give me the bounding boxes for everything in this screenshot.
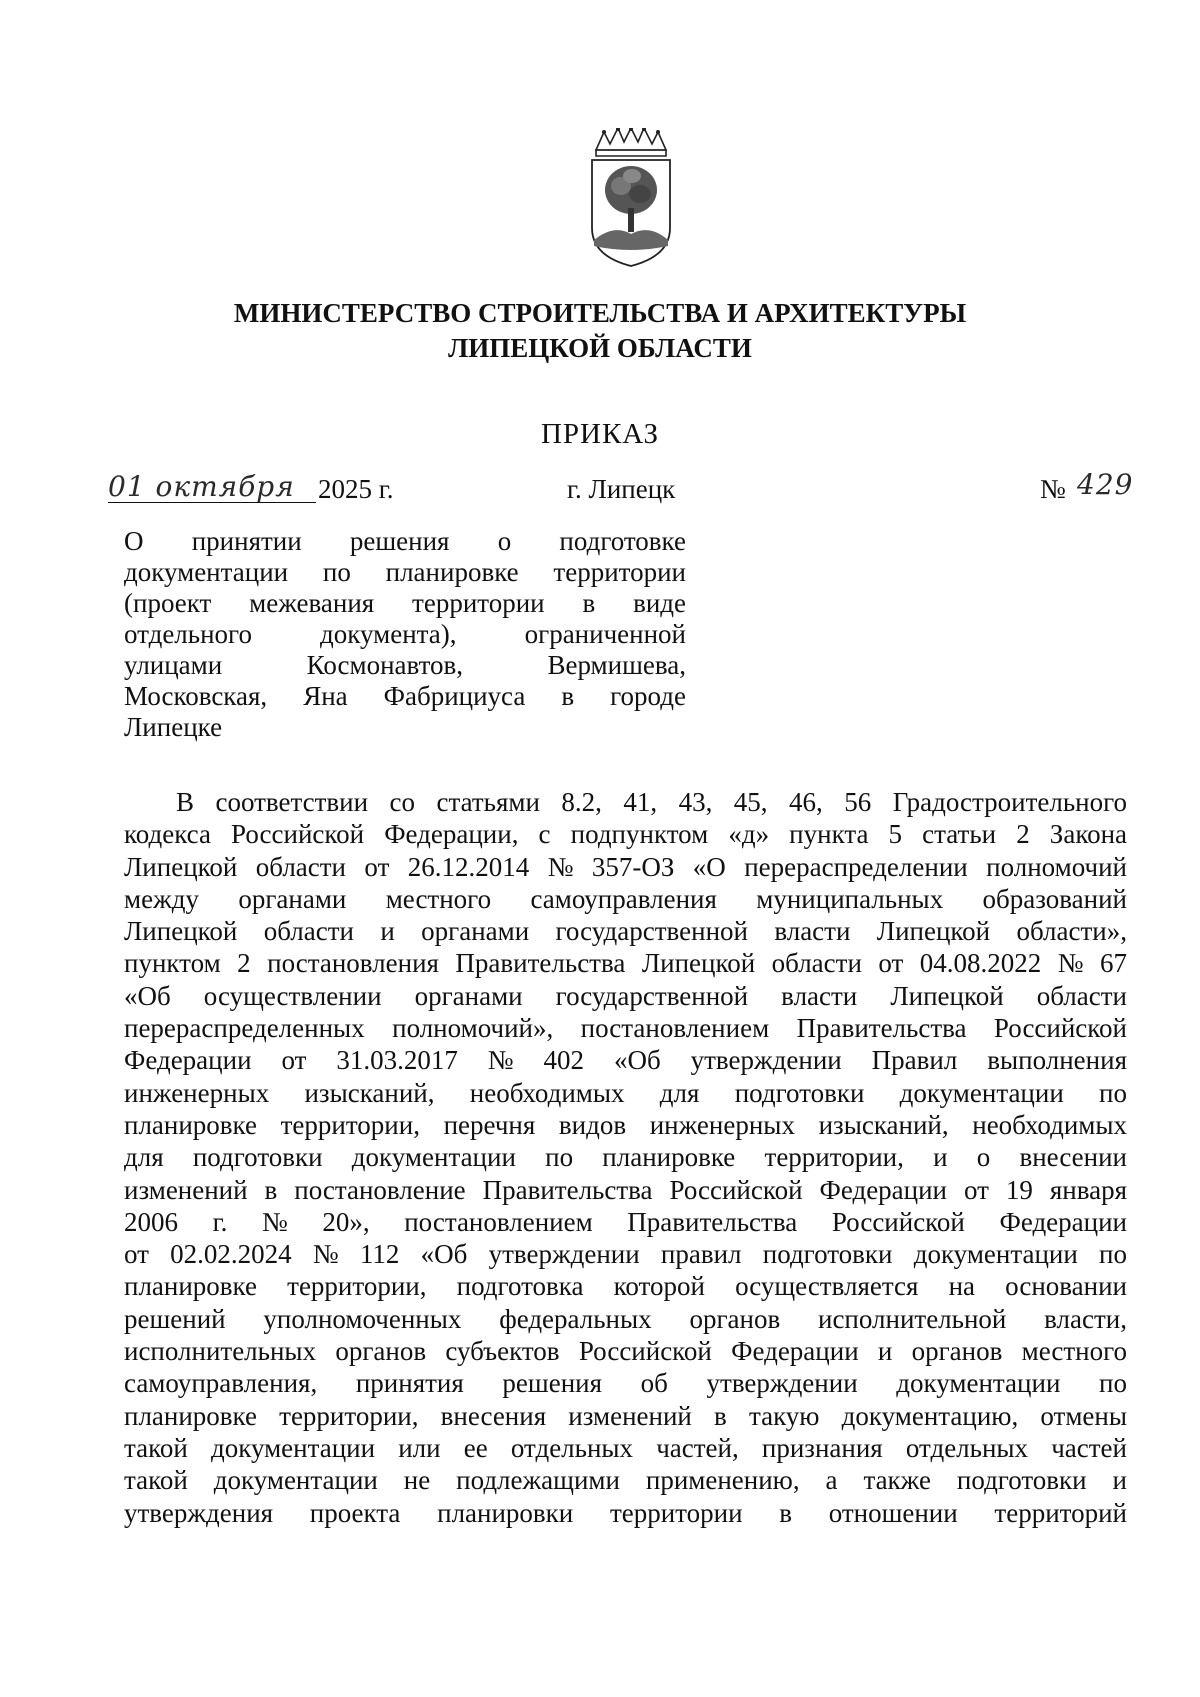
body-line: самоуправления, принятия решения об утверждении документации по	[124, 1368, 1127, 1399]
body-line: планировке территории, перечня видов инженерных изысканий, необходимых	[124, 1109, 1127, 1140]
coat-of-arms-emblem	[586, 128, 676, 268]
body-line: от 02.02.2024 № 112 «Об утверждении правил подготовки документации по	[124, 1239, 1127, 1270]
order-number-label: №	[1040, 474, 1066, 504]
body-line: 2006 г. № 20», постановлением Правительства Российской Федерации	[124, 1206, 1127, 1237]
body-line: для подготовки документации по планировке территории, и о внесении	[124, 1142, 1127, 1173]
body-line: Федерации от 31.03.2017 № 402 «Об утверждении Правил выполнения	[124, 1045, 1127, 1076]
body-line: инженерных изысканий, необходимых для подготовки документации по	[124, 1077, 1127, 1108]
order-number-handwritten: 429	[1077, 468, 1134, 501]
body-line: Липецкой области от 26.12.2014 № 357-ОЗ «О перераспределении полномочий	[124, 851, 1127, 882]
body-line: между органами местного самоуправления муниципальных образований	[124, 883, 1127, 914]
ministry-name-line1: МИНИСТЕРСТВО СТРОИТЕЛЬСТВА И АРХИТЕКТУРЫ	[233, 298, 967, 328]
order-title: ПРИКАЗ	[540, 418, 660, 450]
body-line: планировке территории, подготовка которой осуществляется на основании	[124, 1271, 1127, 1302]
order-city: г. Липецк	[567, 474, 676, 504]
body-line: Липецкой области и органами государственной власти Липецкой области»,	[124, 916, 1127, 947]
order-subject	[124, 526, 686, 743]
subject-line: улицами Космонавтов, Вермишева,	[124, 650, 686, 680]
subject-line: отдельного документа), ограниченной	[124, 619, 686, 649]
body-line: пунктом 2 постановления Правительства Липецкой области от 04.08.2022 № 67	[124, 948, 1127, 979]
body-line: исполнительных органов субъектов Российской Федерации и органов местного	[124, 1336, 1127, 1367]
order-year: 2025 г.	[318, 474, 394, 504]
body-line: утверждения проекта планировки территории в отношении территорий	[124, 1497, 1127, 1528]
body-line: изменений в постановление Правительства Российской Федерации от 19 января	[124, 1174, 1127, 1205]
body-line: такой документации или ее отдельных частей, признания отдельных частей	[124, 1432, 1127, 1463]
body-line: планировке территории, внесения изменений в такую документацию, отмены	[124, 1400, 1127, 1431]
subject-line: документации по планировке территории	[124, 557, 686, 587]
ministry-name-line2: ЛИПЕЦКОЙ ОБЛАСТИ	[448, 333, 752, 363]
body-line: В соответствии со статьями 8.2, 41, 43, 45, 46, 56 Градостроительного	[176, 787, 1127, 817]
body-line: перераспределенных полномочий», постановлением Правительства Российской	[124, 1013, 1127, 1044]
body-line: «Об осуществлении органами государственной власти Липецкой области	[124, 980, 1127, 1011]
order-date-handwritten: 01 октября	[108, 472, 316, 503]
body-line: кодекса Российской Федерации, с подпунктом «д» пункта 5 статьи 2 Закона	[124, 819, 1127, 850]
order-body-paragraph	[124, 786, 1127, 1529]
subject-line: О принятии решения о подготовке	[124, 526, 686, 556]
subject-line: Липецке	[124, 712, 223, 742]
subject-line: Московская, Яна Фабрициуса в городе	[124, 681, 686, 711]
body-line: такой документации не подлежащими применению, а также подготовки и	[124, 1465, 1127, 1496]
body-line: решений уполномоченных федеральных органов исполнительной власти,	[124, 1303, 1127, 1334]
subject-line: (проект межевания территории в виде	[124, 588, 686, 618]
